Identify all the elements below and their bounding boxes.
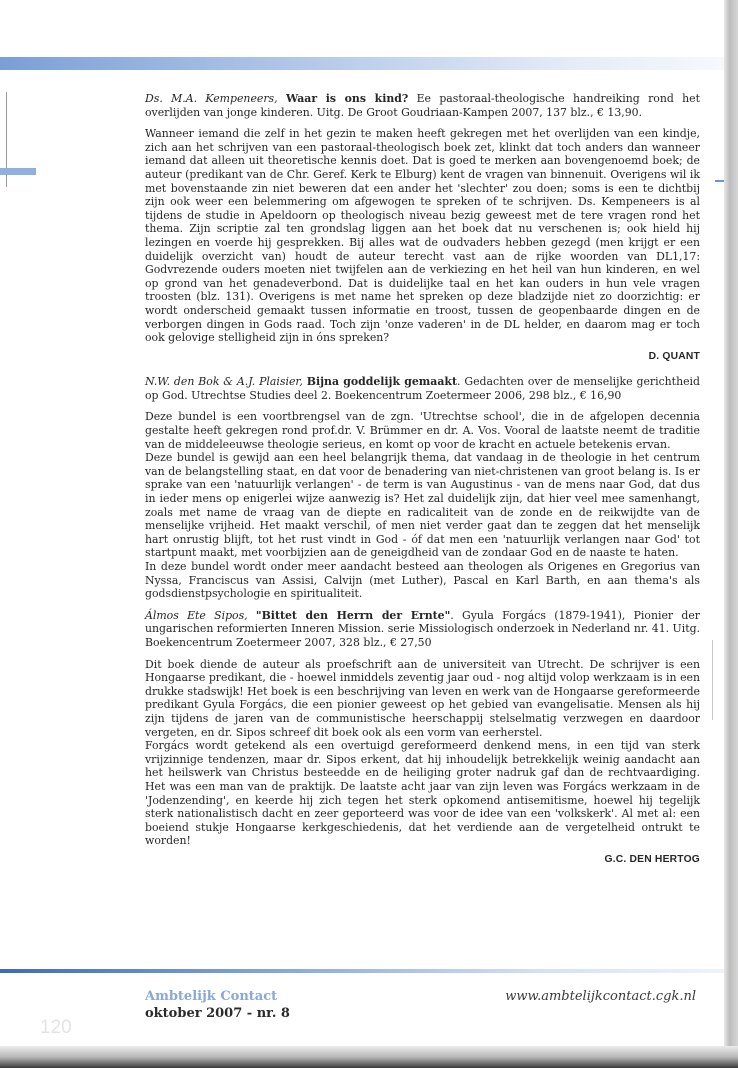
- review-paragraph: Deze bundel is een voortbrengsel van de zgn. 'Utrechtse school', die in de afgelopen decennia gestalte heeft gekregen rond prof.dr. V. Brümmer en dr. A. Vos. Vooral de laatste neemt de traditie van de middeleeuwse theologie serieus, en komt op voor de kracht en actuele betekenis ervan.: [145, 410, 700, 451]
- review-reference: [145, 92, 700, 119]
- review-author: Álmos Ete Sipos,: [145, 608, 248, 622]
- review-paragraph: Dit boek diende de auteur als proefschrift aan de universiteit van Utrecht. De schrijver is een Hongaarse predikant, die - hoewel inmiddels zeventig jaar oud - nog altijd volop werkzaam is in een drukke stadswijk! Het boek is een beschrijving van leven en werk van de Hongaarse gereformeerde predikant Gyula Forgács, die een pionier geweest op het gebied van evangelisatie. Mensen als hij zijn tijdens de jaren van de communistische heerschappij stelselmatig verzwegen en daardoor vergeten, en dr. Sipos schreef dit boek ook als een vorm van eerherstel.: [145, 657, 700, 739]
- side-marker-tab: [0, 168, 36, 175]
- review-paragraph: In deze bundel wordt onder meer aandacht besteed aan theologen als Origenes en Gregorius van Nyssa, Franciscus van Assisi, Calvijn (met Luther), Pascal en Karl Barth, en aan thema's als godsdienstpsychologie en spiritualiteit.: [145, 560, 700, 601]
- reviews-column: [145, 92, 700, 878]
- review-spacer: [145, 601, 700, 609]
- book-title: Bijna goddelijk gemaakt: [306, 375, 458, 389]
- header-color-band: [0, 57, 724, 70]
- review-author: N.W. den Bok & A.J. Plaisier,: [145, 375, 303, 389]
- journal-url[interactable]: www.ambtelijkcontact.cgk.nl: [505, 989, 696, 1004]
- right-margin-tick: [715, 180, 724, 182]
- review: [145, 92, 700, 363]
- review-paragraph: Wanneer iemand die zelf in het gezin te maken heeft gekregen met het overlijden van een kindje, zich aan het schrijven van een pastoraal-theologisch boek zet, klinkt dat toch anders dan wanneer iemand dat alleen uit theoretische kennis doet. Dat is goed te merken aan bovengenoemd boek; de auteur (predikant van de Chr. Geref. Kerk te Elburg) kent de vragen van binnenuit. Overigens wil ik met bovenstaande zin niet beweren dat een ander het 'slechter' zou doen; soms is een te dichtbij zijn ook weer een belemmering om afgewogen te spreken of te schrijven. Ds. Kempeneers is al tijdens de studie in Apeldoorn op theologisch niveau bezig geweest met de tere vragen rond het thema. Zijn scriptie zal ten grondslag liggen aan het boek dat nu verschenen is; ook hield hij lezingen en voerde hij gesprekken. Bij alles wat de oudvaders hebben gezegd (men krijgt er een duidelijk overzicht van) houdt de auteur terecht vast aan de rijke woorden van DL1,17: Godvrezende ouders moeten niet twijfelen aan de verkiezing en het heil van hun kinderen, en wel op grond van het genadeverbond. Dat is duidelijke taal en het kan ouders in hun vele vragen troosten (blz. 131). Overigens is met name het spreken op deze bladzijde niet zo doorzichtig: er wordt onderscheid gemaakt tussen informatie en troost, tussen de geopenbaarde dingen en de verborgen dingen in Gods raad. Toch zijn 'onze vaderen' in de DL helder, en daarom mag er toch ook gelovige stelligheid zijn in óns spreken?: [145, 127, 700, 345]
- journal-name: Ambtelijk Contact: [145, 989, 278, 1004]
- book-details: Ee pastoraal-theologische handreiking rond het overlijden van jonge kinderen. Uitg. De Groot Goudriaan-Kampen 2007, 137 blz., € 13,90.: [145, 92, 700, 119]
- book-details: . Gyula Forgács (1879-1941), Pionier der ungarischen reformierten Inneren Mission. serie Missiologisch onderzoek in Nederland nr. 41. Uitg. Boekencentrum Zoetermeer 2007, 328 blz., € 27,50: [145, 608, 701, 649]
- page-edge-shadow: [724, 0, 738, 1068]
- page-number: 120: [40, 1017, 72, 1038]
- book-details: . Gedachten over de menselijke gerichtheid op God. Utrechtse Studies deel 2. Boekencentrum Zoetermeer 2006, 298 blz., € 16,90: [145, 375, 700, 402]
- page-bottom-shadow: [0, 1046, 738, 1068]
- review-paragraph: Forgács wordt getekend als een overtuigd gereformeerd denkend mens, in een tijd van sterk vrijzinnige tendenzen, maar dr. Sipos erkent, dat hij inhoudelijk betrekkelijk weinig aandacht aan het heilswerk van Christus besteedde en de heiliging groter nadruk gaf dan de rechtvaardiging. Het was een man van de praktijk. De laatste acht jaar van zijn leven was Forgács werkzaam in de 'Jodenzending', en keerde hij zich tegen het sterk opkomend antisemitisme, hoewel hij tegelijk sterk nationalistisch dacht en zeer geporteerd was voor de idee van een 'volkskerk'. Al met al: een boeiend stukje Hongaarse kerkgeschiedenis, dat het verdiende aan de vergetelheid ontrukt te worden!: [145, 739, 700, 848]
- review: [145, 609, 700, 867]
- book-title: Waar is ons kind?: [285, 92, 409, 105]
- review-reference: [145, 375, 700, 402]
- review-reference: [145, 609, 700, 650]
- review-author: Ds. M.A. Kempeneers,: [145, 92, 278, 105]
- right-margin-rule: [712, 640, 713, 720]
- review: [145, 375, 700, 609]
- journal-issue: oktober 2007 - nr. 8: [145, 1006, 290, 1021]
- reviewer-signature: G.C. DEN HERTOG: [604, 853, 700, 865]
- reviewer-signature: D. QUANT: [648, 350, 700, 362]
- footer-rule: [0, 969, 724, 973]
- review-paragraph: Deze bundel is gewijd aan een heel belangrijk thema, dat vandaag in de theologie in het centrum van de belangstelling staat, en dat voor de benadering van niet-christenen van groot belang is. Is er sprake van een 'natuurlijk verlangen' - de term is van Augustinus - van de mens naar God, dat dus in ieder mens op enigerlei wijze aanwezig is? Het zal duidelijk zijn, dat hier veel mee samenhangt, zoals met name de vraag van de diepte en radicaliteit van de zonde en de reikwijdte van de menselijke vrijheid. Het maakt verschil, of men niet verder gaat dan te zeggen dat het menselijk hart onrustig blijft, tot het rust vindt in God - óf dat men een 'natuurlijk verlangen naar God' tot startpunt maakt, met voorbijzien aan de geneigdheid van de zondaar God en de naaste te haten.: [145, 451, 700, 560]
- book-title: "Bittet den Herrn der Ernte": [255, 608, 451, 622]
